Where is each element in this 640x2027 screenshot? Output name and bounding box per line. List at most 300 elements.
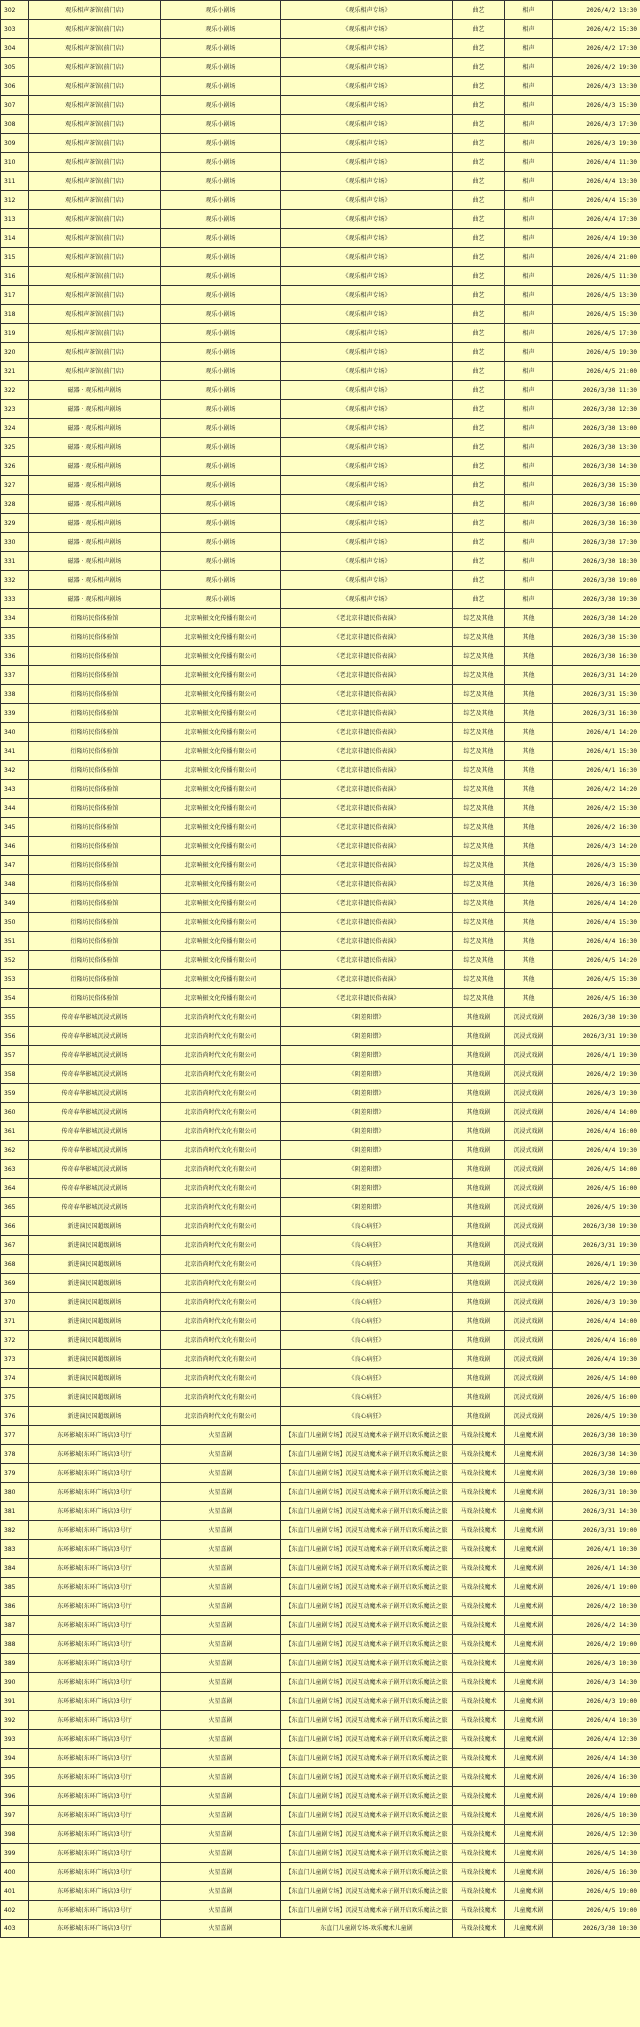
showtime-cell: 2026/4/2 13:30 — [553, 1, 640, 20]
show-title-cell: 【东直门儿童剧专场】沉浸互动魔术亲子剧开启欢乐魔法之旅 — [281, 1616, 453, 1635]
table-row — [1, 1825, 640, 1844]
row-number-cell: 306 — [1, 77, 29, 96]
venue-cell: 观乐相声茶馆(前门店) — [29, 324, 161, 343]
showtime-cell: 2026/4/5 16:30 — [553, 989, 640, 1008]
organizer-cell: 火星喜剧 — [161, 1597, 281, 1616]
organizer-cell: 观乐小剧场 — [161, 96, 281, 115]
venue-cell: 东环影城(东环广场店)3号厅 — [29, 1616, 161, 1635]
row-number-cell: 351 — [1, 932, 29, 951]
table-row — [1, 913, 640, 932]
show-title-cell: 【东直门儿童剧专场】沉浸互动魔术亲子剧开启欢乐魔法之旅 — [281, 1635, 453, 1654]
show-title-cell: 【东直门儿童剧专场】沉浸互动魔术亲子剧开启欢乐魔法之旅 — [281, 1692, 453, 1711]
venue-cell: 东环影城(东环广场店)3号厅 — [29, 1711, 161, 1730]
table-row — [1, 77, 640, 96]
category-cell: 综艺及其他 — [453, 913, 505, 932]
subtype-cell: 沉浸式戏剧 — [505, 1274, 553, 1293]
show-title-cell: 《良心病狂》 — [281, 1255, 453, 1274]
organizer-cell: 火星喜剧 — [161, 1673, 281, 1692]
show-title-cell: 《老北京非遗民俗表演》 — [281, 609, 453, 628]
table-row — [1, 400, 640, 419]
category-cell: 曲艺 — [453, 248, 505, 267]
showtime-cell: 2026/4/2 19:30 — [553, 1065, 640, 1084]
category-cell: 其他戏剧 — [453, 1046, 505, 1065]
row-number-cell: 363 — [1, 1160, 29, 1179]
row-number-cell: 341 — [1, 742, 29, 761]
venue-cell: 衍隆坊民俗体验馆 — [29, 970, 161, 989]
venue-cell: 观乐相声茶馆(前门店) — [29, 267, 161, 286]
category-cell: 综艺及其他 — [453, 704, 505, 723]
category-cell: 其他戏剧 — [453, 1331, 505, 1350]
organizer-cell: 火星喜剧 — [161, 1445, 281, 1464]
showtime-cell: 2026/4/5 19:30 — [553, 343, 640, 362]
category-cell: 曲艺 — [453, 362, 505, 381]
row-number-cell: 319 — [1, 324, 29, 343]
venue-cell: 衍隆坊民俗体验馆 — [29, 742, 161, 761]
row-number-cell: 391 — [1, 1692, 29, 1711]
row-number-cell: 321 — [1, 362, 29, 381]
show-title-cell: 《良心病狂》 — [281, 1274, 453, 1293]
organizer-cell: 观乐小剧场 — [161, 438, 281, 457]
show-title-cell: 【东直门儿童剧专场】沉浸互动魔术亲子剧开启欢乐魔法之旅 — [281, 1825, 453, 1844]
category-cell: 综艺及其他 — [453, 723, 505, 742]
venue-cell: 观乐相声茶馆(前门店) — [29, 172, 161, 191]
showtime-cell: 2026/3/30 18:30 — [553, 552, 640, 571]
showtime-cell: 2026/3/31 19:30 — [553, 1027, 640, 1046]
subtype-cell: 相声 — [505, 96, 553, 115]
table-row — [1, 1521, 640, 1540]
organizer-cell: 火星喜剧 — [161, 1768, 281, 1787]
table-row — [1, 39, 640, 58]
organizer-cell: 观乐小剧场 — [161, 191, 281, 210]
venue-cell: 观乐相声茶馆(前门店) — [29, 115, 161, 134]
row-number-cell: 311 — [1, 172, 29, 191]
category-cell: 马戏杂技魔术 — [453, 1711, 505, 1730]
subtype-cell: 相声 — [505, 457, 553, 476]
table-row — [1, 324, 640, 343]
row-number-cell: 347 — [1, 856, 29, 875]
table-row — [1, 742, 640, 761]
table-row — [1, 1654, 640, 1673]
organizer-cell: 北京响振文化传播有限公司 — [161, 647, 281, 666]
show-title-cell: 《观乐相声专场》 — [281, 58, 453, 77]
subtype-cell: 沉浸式戏剧 — [505, 1350, 553, 1369]
row-number-cell: 375 — [1, 1388, 29, 1407]
category-cell: 曲艺 — [453, 305, 505, 324]
showtime-cell: 2026/4/5 14:30 — [553, 1844, 640, 1863]
row-number-cell: 343 — [1, 780, 29, 799]
showtime-cell: 2026/4/4 19:00 — [553, 1787, 640, 1806]
subtype-cell: 相声 — [505, 495, 553, 514]
row-number-cell: 320 — [1, 343, 29, 362]
venue-cell: 东环影城(东环广场店)3号厅 — [29, 1806, 161, 1825]
table-row — [1, 305, 640, 324]
venue-cell: 东环影城(东环广场店)3号厅 — [29, 1844, 161, 1863]
show-title-cell: 《观乐相声专场》 — [281, 495, 453, 514]
table-row — [1, 1388, 640, 1407]
venue-cell: 磁器 · 观乐相声剧场 — [29, 476, 161, 495]
category-cell: 曲艺 — [453, 1, 505, 20]
showtime-cell: 2026/4/1 19:00 — [553, 1578, 640, 1597]
row-number-cell: 342 — [1, 761, 29, 780]
subtype-cell: 儿童魔术剧 — [505, 1749, 553, 1768]
venue-cell: 衍隆坊民俗体验馆 — [29, 780, 161, 799]
table-row — [1, 1407, 640, 1426]
table-row — [1, 1483, 640, 1502]
showtime-cell: 2026/4/5 17:30 — [553, 324, 640, 343]
venue-cell: 新进演民国超级剧场 — [29, 1293, 161, 1312]
venue-cell: 观乐相声茶馆(前门店) — [29, 191, 161, 210]
category-cell: 综艺及其他 — [453, 647, 505, 666]
showtime-cell: 2026/4/5 15:30 — [553, 970, 640, 989]
category-cell: 其他戏剧 — [453, 1236, 505, 1255]
show-title-cell: 《老北京非遗民俗表演》 — [281, 780, 453, 799]
showtime-cell: 2026/4/4 17:30 — [553, 210, 640, 229]
table-row — [1, 970, 640, 989]
row-number-cell: 345 — [1, 818, 29, 837]
venue-cell: 东环影城(东环广场店)3号厅 — [29, 1730, 161, 1749]
row-number-cell: 354 — [1, 989, 29, 1008]
venue-cell: 衍隆坊民俗体验馆 — [29, 856, 161, 875]
show-title-cell: 《观乐相声专场》 — [281, 286, 453, 305]
venue-cell: 磁器 · 观乐相声剧场 — [29, 514, 161, 533]
table-row — [1, 1198, 640, 1217]
organizer-cell: 北京沿尚时代文化有限公司 — [161, 1160, 281, 1179]
table-row — [1, 780, 640, 799]
venue-cell: 新进演民国超级剧场 — [29, 1312, 161, 1331]
show-title-cell: 【东直门儿童剧专场】沉浸互动魔术亲子剧开启欢乐魔法之旅 — [281, 1730, 453, 1749]
organizer-cell: 火星喜剧 — [161, 1559, 281, 1578]
row-number-cell: 376 — [1, 1407, 29, 1426]
row-number-cell: 369 — [1, 1274, 29, 1293]
row-number-cell: 329 — [1, 514, 29, 533]
showtime-cell: 2026/4/4 12:30 — [553, 1730, 640, 1749]
venue-cell: 东环影城(东环广场店)3号厅 — [29, 1521, 161, 1540]
show-title-cell: 【东直门儿童剧专场】沉浸互动魔术亲子剧开启欢乐魔法之旅 — [281, 1559, 453, 1578]
schedule-table-body — [1, 1, 640, 1938]
category-cell: 马戏杂技魔术 — [453, 1882, 505, 1901]
subtype-cell: 儿童魔术剧 — [505, 1445, 553, 1464]
category-cell: 马戏杂技魔术 — [453, 1825, 505, 1844]
showtime-cell: 2026/3/31 14:20 — [553, 666, 640, 685]
row-number-cell: 362 — [1, 1141, 29, 1160]
organizer-cell: 火星喜剧 — [161, 1844, 281, 1863]
subtype-cell: 儿童魔术剧 — [505, 1730, 553, 1749]
category-cell: 综艺及其他 — [453, 666, 505, 685]
subtype-cell: 沉浸式戏剧 — [505, 1255, 553, 1274]
showtime-cell: 2026/4/3 19:30 — [553, 134, 640, 153]
show-title-cell: 《老北京非遗民俗表演》 — [281, 837, 453, 856]
show-title-cell: 【东直门儿童剧专场】沉浸互动魔术亲子剧开启欢乐魔法之旅 — [281, 1521, 453, 1540]
venue-cell: 观乐相声茶馆(前门店) — [29, 362, 161, 381]
show-title-cell: 【东直门儿童剧专场】沉浸互动魔术亲子剧开启欢乐魔法之旅 — [281, 1502, 453, 1521]
show-title-cell: 《阴差阳错》 — [281, 1103, 453, 1122]
table-row — [1, 1141, 640, 1160]
category-cell: 曲艺 — [453, 457, 505, 476]
organizer-cell: 北京沿尚时代文化有限公司 — [161, 1179, 281, 1198]
table-row — [1, 1540, 640, 1559]
row-number-cell: 352 — [1, 951, 29, 970]
row-number-cell: 402 — [1, 1901, 29, 1920]
organizer-cell: 观乐小剧场 — [161, 305, 281, 324]
row-number-cell: 326 — [1, 457, 29, 476]
category-cell: 综艺及其他 — [453, 628, 505, 647]
showtime-cell: 2026/4/2 17:30 — [553, 39, 640, 58]
row-number-cell: 335 — [1, 628, 29, 647]
organizer-cell: 北京响振文化传播有限公司 — [161, 837, 281, 856]
table-row — [1, 1274, 640, 1293]
organizer-cell: 火星喜剧 — [161, 1901, 281, 1920]
category-cell: 综艺及其他 — [453, 989, 505, 1008]
showtime-cell: 2026/4/3 13:30 — [553, 77, 640, 96]
table-row — [1, 1369, 640, 1388]
subtype-cell: 相声 — [505, 191, 553, 210]
showtime-cell: 2026/4/5 19:30 — [553, 1407, 640, 1426]
venue-cell: 东环影城(东环广场店)3号厅 — [29, 1445, 161, 1464]
showtime-cell: 2026/4/2 15:30 — [553, 799, 640, 818]
organizer-cell: 火星喜剧 — [161, 1825, 281, 1844]
showtime-cell: 2026/4/4 14:00 — [553, 1312, 640, 1331]
category-cell: 曲艺 — [453, 77, 505, 96]
venue-cell: 衍隆坊民俗体验馆 — [29, 951, 161, 970]
row-number-cell: 332 — [1, 571, 29, 590]
subtype-cell: 相声 — [505, 77, 553, 96]
subtype-cell: 沉浸式戏剧 — [505, 1331, 553, 1350]
showtime-cell: 2026/4/2 19:30 — [553, 58, 640, 77]
table-row — [1, 1065, 640, 1084]
show-title-cell: 《观乐相声专场》 — [281, 305, 453, 324]
venue-cell: 衍隆坊民俗体验馆 — [29, 894, 161, 913]
table-row — [1, 590, 640, 609]
show-title-cell: 《阴差阳错》 — [281, 1046, 453, 1065]
showtime-cell: 2026/4/3 10:30 — [553, 1654, 640, 1673]
subtype-cell: 儿童魔术剧 — [505, 1787, 553, 1806]
table-row — [1, 96, 640, 115]
category-cell: 其他戏剧 — [453, 1407, 505, 1426]
subtype-cell: 相声 — [505, 438, 553, 457]
venue-cell: 传奇春华影城沉浸式剧场 — [29, 1065, 161, 1084]
subtype-cell: 其他 — [505, 932, 553, 951]
show-title-cell: 《良心病狂》 — [281, 1388, 453, 1407]
category-cell: 曲艺 — [453, 495, 505, 514]
showtime-cell: 2026/4/4 21:00 — [553, 248, 640, 267]
subtype-cell: 儿童魔术剧 — [505, 1844, 553, 1863]
category-cell: 曲艺 — [453, 514, 505, 533]
table-row — [1, 932, 640, 951]
venue-cell: 磁器 · 观乐相声剧场 — [29, 438, 161, 457]
showtime-cell: 2026/4/5 21:00 — [553, 362, 640, 381]
venue-cell: 传奇春华影城沉浸式剧场 — [29, 1027, 161, 1046]
show-title-cell: 【东直门儿童剧专场】沉浸互动魔术亲子剧开启欢乐魔法之旅 — [281, 1787, 453, 1806]
table-row — [1, 362, 640, 381]
category-cell: 曲艺 — [453, 172, 505, 191]
showtime-cell: 2026/4/5 14:20 — [553, 951, 640, 970]
table-row — [1, 20, 640, 39]
category-cell: 马戏杂技魔术 — [453, 1464, 505, 1483]
subtype-cell: 儿童魔术剧 — [505, 1863, 553, 1882]
showtime-cell: 2026/3/30 19:30 — [553, 1008, 640, 1027]
row-number-cell: 314 — [1, 229, 29, 248]
venue-cell: 东环影城(东环广场店)3号厅 — [29, 1882, 161, 1901]
organizer-cell: 观乐小剧场 — [161, 476, 281, 495]
organizer-cell: 观乐小剧场 — [161, 400, 281, 419]
show-title-cell: 《老北京非遗民俗表演》 — [281, 723, 453, 742]
venue-cell: 观乐相声茶馆(前门店) — [29, 343, 161, 362]
organizer-cell: 北京响振文化传播有限公司 — [161, 704, 281, 723]
venue-cell: 东环影城(东环广场店)3号厅 — [29, 1692, 161, 1711]
show-title-cell: 《观乐相声专场》 — [281, 419, 453, 438]
showtime-cell: 2026/4/3 19:30 — [553, 1084, 640, 1103]
show-title-cell: 《观乐相声专场》 — [281, 210, 453, 229]
venue-cell: 传奇春华影城沉浸式剧场 — [29, 1141, 161, 1160]
subtype-cell: 相声 — [505, 514, 553, 533]
table-row — [1, 761, 640, 780]
row-number-cell: 344 — [1, 799, 29, 818]
row-number-cell: 325 — [1, 438, 29, 457]
subtype-cell: 相声 — [505, 20, 553, 39]
show-title-cell: 【东直门儿童剧专场】沉浸互动魔术亲子剧开启欢乐魔法之旅 — [281, 1426, 453, 1445]
venue-cell: 衍隆坊民俗体验馆 — [29, 989, 161, 1008]
organizer-cell: 北京沿尚时代文化有限公司 — [161, 1027, 281, 1046]
organizer-cell: 北京响振文化传播有限公司 — [161, 685, 281, 704]
subtype-cell: 相声 — [505, 381, 553, 400]
table-row — [1, 799, 640, 818]
table-row — [1, 1901, 640, 1920]
subtype-cell: 沉浸式戏剧 — [505, 1407, 553, 1426]
show-title-cell: 《观乐相声专场》 — [281, 381, 453, 400]
subtype-cell: 相声 — [505, 115, 553, 134]
show-title-cell: 《老北京非遗民俗表演》 — [281, 951, 453, 970]
table-row — [1, 1426, 640, 1445]
subtype-cell: 儿童魔术剧 — [505, 1426, 553, 1445]
venue-cell: 衍隆坊民俗体验馆 — [29, 818, 161, 837]
subtype-cell: 其他 — [505, 799, 553, 818]
venue-cell: 观乐相声茶馆(前门店) — [29, 248, 161, 267]
showtime-cell: 2026/3/30 19:00 — [553, 571, 640, 590]
table-row — [1, 1578, 640, 1597]
category-cell: 综艺及其他 — [453, 932, 505, 951]
organizer-cell: 观乐小剧场 — [161, 495, 281, 514]
row-number-cell: 302 — [1, 1, 29, 20]
category-cell: 马戏杂技魔术 — [453, 1806, 505, 1825]
show-title-cell: 《阴差阳错》 — [281, 1027, 453, 1046]
venue-cell: 衍隆坊民俗体验馆 — [29, 932, 161, 951]
venue-cell: 观乐相声茶馆(前门店) — [29, 39, 161, 58]
table-row — [1, 419, 640, 438]
showtime-cell: 2026/3/30 15:30 — [553, 476, 640, 495]
category-cell: 曲艺 — [453, 571, 505, 590]
category-cell: 其他戏剧 — [453, 1217, 505, 1236]
row-number-cell: 371 — [1, 1312, 29, 1331]
show-title-cell: 《观乐相声专场》 — [281, 514, 453, 533]
organizer-cell: 观乐小剧场 — [161, 58, 281, 77]
row-number-cell: 394 — [1, 1749, 29, 1768]
organizer-cell: 火星喜剧 — [161, 1730, 281, 1749]
category-cell: 曲艺 — [453, 153, 505, 172]
venue-cell: 传奇春华影城沉浸式剧场 — [29, 1103, 161, 1122]
row-number-cell: 330 — [1, 533, 29, 552]
organizer-cell: 观乐小剧场 — [161, 552, 281, 571]
organizer-cell: 火星喜剧 — [161, 1540, 281, 1559]
show-title-cell: 《老北京非遗民俗表演》 — [281, 970, 453, 989]
table-row — [1, 609, 640, 628]
subtype-cell: 儿童魔术剧 — [505, 1559, 553, 1578]
row-number-cell: 337 — [1, 666, 29, 685]
show-title-cell: 《阴差阳错》 — [281, 1179, 453, 1198]
category-cell: 马戏杂技魔术 — [453, 1540, 505, 1559]
row-number-cell: 346 — [1, 837, 29, 856]
subtype-cell: 沉浸式戏剧 — [505, 1217, 553, 1236]
organizer-cell: 观乐小剧场 — [161, 571, 281, 590]
table-row — [1, 229, 640, 248]
category-cell: 其他戏剧 — [453, 1103, 505, 1122]
show-title-cell: 《阴差阳错》 — [281, 1008, 453, 1027]
subtype-cell: 相声 — [505, 153, 553, 172]
show-title-cell: 《观乐相声专场》 — [281, 172, 453, 191]
organizer-cell: 北京沿尚时代文化有限公司 — [161, 1388, 281, 1407]
showtime-cell: 2026/4/5 15:30 — [553, 305, 640, 324]
organizer-cell: 火星喜剧 — [161, 1521, 281, 1540]
subtype-cell: 相声 — [505, 286, 553, 305]
showtime-cell: 2026/3/31 19:00 — [553, 1521, 640, 1540]
category-cell: 马戏杂技魔术 — [453, 1521, 505, 1540]
table-row — [1, 1312, 640, 1331]
subtype-cell: 沉浸式戏剧 — [505, 1084, 553, 1103]
table-row — [1, 1863, 640, 1882]
venue-cell: 新进演民国超级剧场 — [29, 1236, 161, 1255]
category-cell: 其他戏剧 — [453, 1179, 505, 1198]
showtime-cell: 2026/4/3 14:30 — [553, 1673, 640, 1692]
subtype-cell: 其他 — [505, 818, 553, 837]
category-cell: 其他戏剧 — [453, 1008, 505, 1027]
subtype-cell: 儿童魔术剧 — [505, 1635, 553, 1654]
show-title-cell: 《老北京非遗民俗表演》 — [281, 856, 453, 875]
table-row — [1, 1806, 640, 1825]
row-number-cell: 324 — [1, 419, 29, 438]
showtime-cell: 2026/4/4 13:30 — [553, 172, 640, 191]
subtype-cell: 其他 — [505, 609, 553, 628]
subtype-cell: 儿童魔术剧 — [505, 1502, 553, 1521]
subtype-cell: 沉浸式戏剧 — [505, 1008, 553, 1027]
showtime-cell: 2026/3/30 17:30 — [553, 533, 640, 552]
category-cell: 综艺及其他 — [453, 894, 505, 913]
row-number-cell: 361 — [1, 1122, 29, 1141]
subtype-cell: 儿童魔术剧 — [505, 1616, 553, 1635]
table-row — [1, 1768, 640, 1787]
category-cell: 马戏杂技魔术 — [453, 1597, 505, 1616]
showtime-cell: 2026/4/4 16:30 — [553, 1768, 640, 1787]
table-row — [1, 153, 640, 172]
organizer-cell: 北京沿尚时代文化有限公司 — [161, 1103, 281, 1122]
venue-cell: 衍隆坊民俗体验馆 — [29, 666, 161, 685]
show-title-cell: 【东直门儿童剧专场】沉浸互动魔术亲子剧开启欢乐魔法之旅 — [281, 1806, 453, 1825]
show-title-cell: 《观乐相声专场》 — [281, 343, 453, 362]
row-number-cell: 365 — [1, 1198, 29, 1217]
organizer-cell: 北京沿尚时代文化有限公司 — [161, 1293, 281, 1312]
table-row — [1, 514, 640, 533]
showtime-cell: 2026/4/3 19:00 — [553, 1692, 640, 1711]
show-title-cell: 《老北京非遗民俗表演》 — [281, 875, 453, 894]
show-title-cell: 《观乐相声专场》 — [281, 115, 453, 134]
category-cell: 综艺及其他 — [453, 609, 505, 628]
show-title-cell: 《观乐相声专场》 — [281, 248, 453, 267]
category-cell: 曲艺 — [453, 438, 505, 457]
venue-cell: 新进演民国超级剧场 — [29, 1369, 161, 1388]
organizer-cell: 北京响振文化传播有限公司 — [161, 875, 281, 894]
showtime-cell: 2026/4/4 15:30 — [553, 913, 640, 932]
organizer-cell: 观乐小剧场 — [161, 362, 281, 381]
showtime-cell: 2026/4/5 12:30 — [553, 1825, 640, 1844]
category-cell: 综艺及其他 — [453, 685, 505, 704]
